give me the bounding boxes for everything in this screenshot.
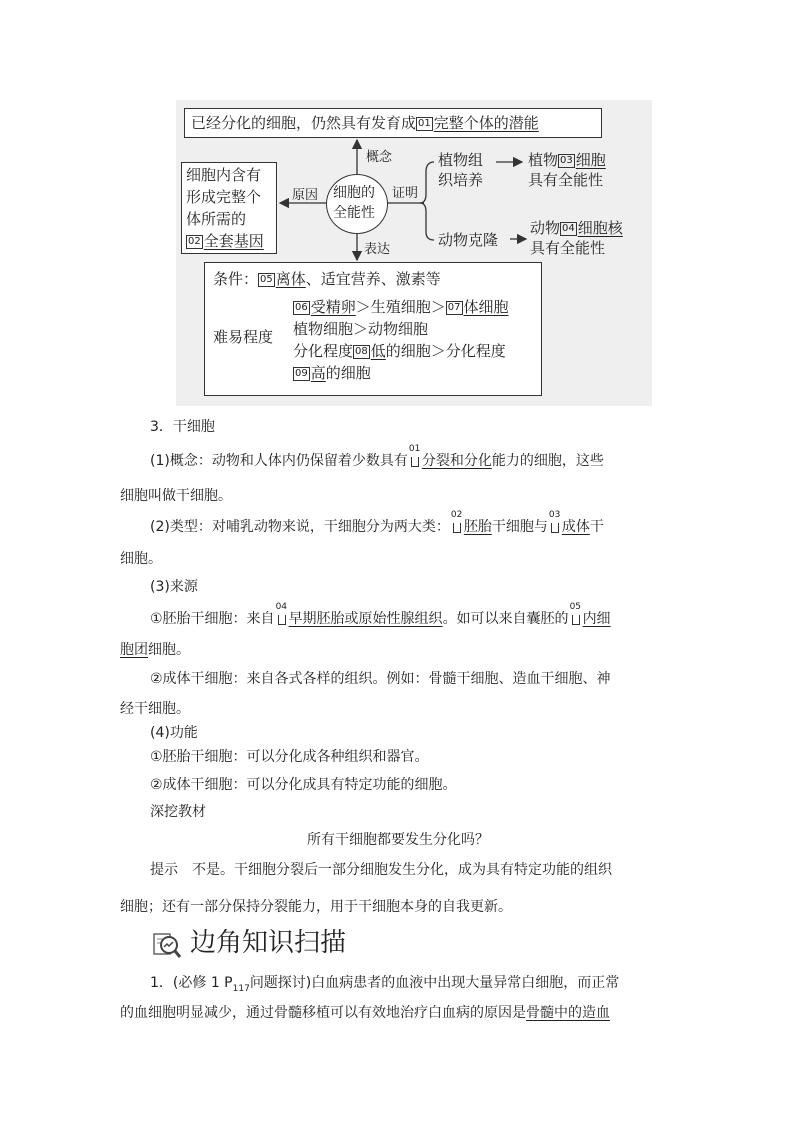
- expression-box: [204, 262, 542, 396]
- item-1-pre: 1．(必修 1 P: [150, 975, 233, 991]
- paragraph-concept-line2: 细胞叫做干细胞。: [120, 488, 232, 504]
- label-reason: 原因: [292, 188, 319, 203]
- condition-label: 条件：: [213, 270, 259, 288]
- blank-marker-04: [275, 602, 288, 625]
- item-1-post: 问题探讨)白血病患者的血液中出现大量异常白细胞，而正常: [249, 975, 620, 991]
- reason-line2: 形成完整个: [186, 188, 262, 206]
- blank-marker-01-number: 01: [408, 444, 421, 454]
- source-embryo-line2-post: 细胞。: [148, 642, 190, 658]
- item-1-line2: [120, 1004, 676, 1022]
- blank-marker-01: [408, 444, 421, 467]
- difficulty-answer-06: 受精卵: [310, 298, 356, 316]
- condition-answer: 离体: [275, 270, 306, 288]
- blank-number-09: 09: [295, 368, 308, 379]
- paragraph-source-embryo: [150, 602, 706, 628]
- plant-result-pre: 植物: [528, 151, 559, 169]
- difficulty-row4-post: 的细胞: [325, 364, 371, 382]
- blank-marker-02: [450, 510, 463, 533]
- paragraph-function-adult: ②成体干细胞：可以分化成具有特定功能的细胞。: [150, 777, 457, 793]
- difficulty-row1-mid: ＞生殖细胞＞: [355, 298, 446, 316]
- center-line2: 全能性: [333, 205, 375, 221]
- label-proof: 证明: [392, 186, 419, 201]
- difficulty-row3-post: 的细胞＞分化程度: [385, 342, 506, 360]
- difficulty-answer-08: 低: [370, 342, 386, 360]
- reason-box: [181, 162, 277, 254]
- concept-answer-text: 分裂和分化: [421, 453, 492, 469]
- paragraph-concept: [150, 444, 706, 470]
- concept-post: 能力的细胞，这些: [491, 453, 604, 469]
- paragraph-types-line2: 细胞。: [120, 551, 162, 567]
- concept-pre: (1)概念：动物和人体内仍保留着少数具有: [150, 453, 408, 469]
- magnifier-chart-icon: [152, 930, 182, 960]
- answer-line1: 提示 不是。干细胞分裂后一部分细胞发生分化，成为具有特定功能的组织: [150, 862, 612, 878]
- answer-line2: 细胞；还有一部分保持分裂能力，用于干细胞本身的自我更新。: [120, 899, 512, 915]
- types-post: 干: [589, 519, 604, 535]
- blank-number-05: 05: [260, 274, 273, 285]
- item-1-page-subscript: 117: [232, 983, 250, 994]
- types-mid: 干细胞与: [491, 519, 548, 535]
- blank-marker-04-number: 04: [275, 602, 288, 612]
- blank-number-02: 02: [188, 236, 201, 247]
- section-3-title: 3．干细胞: [150, 419, 215, 435]
- blank-number-07: 07: [447, 302, 461, 313]
- animal-result-pre: 动物: [530, 219, 561, 237]
- section-heading: 边角知识扫描: [190, 928, 347, 958]
- item-1-line1: [150, 974, 706, 998]
- blank-marker-03: [548, 510, 561, 533]
- center-circle: [326, 174, 388, 234]
- blank-marker-02-number: 02: [450, 510, 463, 520]
- paragraph-source-title: (3)来源: [150, 579, 198, 595]
- source-embryo-answer: 早期胚胎或原始性腺组织: [288, 611, 443, 627]
- types-answer-adult: 成体: [561, 519, 590, 535]
- paragraph-function-embryo: ①胚胎干细胞：可以分化成各种组织和器官。: [150, 749, 429, 765]
- paragraph-source-adult-line2: 经干细胞。: [120, 701, 190, 717]
- paragraph-source-adult: ②成体干细胞：来自各式各样的组织。例如：骨髓干细胞、造血干细胞、神: [150, 671, 611, 687]
- source-icm-answer-part2: 胞团: [120, 642, 148, 658]
- blank-number-01: 01: [418, 118, 431, 129]
- blank-number-04: 04: [562, 223, 575, 234]
- animal-result-line2: 具有全能性: [530, 239, 606, 257]
- plant-result-line2: 具有全能性: [528, 171, 604, 189]
- dig-textbook-label: 深挖教材: [150, 804, 206, 820]
- blank-number-03: 03: [560, 155, 573, 166]
- blank-marker-05-number: 05: [569, 602, 582, 612]
- question: 所有干细胞都要发生分化吗？: [307, 832, 489, 848]
- difficulty-answer-09: 高: [310, 364, 326, 382]
- paragraph-types: [150, 510, 706, 536]
- animal-method: 动物克隆: [438, 231, 499, 249]
- difficulty-answer-07: 体细胞: [463, 298, 509, 316]
- totipotency-diagram: [176, 100, 652, 406]
- blank-number-06: 06: [295, 302, 308, 313]
- concept-box: [184, 108, 602, 138]
- source-embryo-mid: 。如可以来自囊胚的: [442, 611, 569, 627]
- item-1-line2-pre: 的血细胞明显减少，通过骨髓移植可以有效地治疗白血病的原因是: [120, 1005, 526, 1021]
- reason-answer: 全套基因: [203, 232, 264, 250]
- label-concept: 概念: [366, 150, 393, 165]
- paragraph-source-embryo-line2: [120, 641, 676, 659]
- center-line1: 细胞的: [333, 185, 375, 201]
- reason-line1: 细胞内含有: [186, 166, 262, 184]
- types-answer-embryo: 胚胎: [463, 519, 492, 535]
- paragraph-function-title: (4)功能: [150, 725, 198, 741]
- blank-marker-05: [569, 602, 582, 625]
- label-express: 表达: [364, 242, 391, 257]
- difficulty-label: 难易程度: [213, 328, 274, 346]
- plant-method-line2: 织培养: [438, 171, 484, 189]
- difficulty-row3-pre: 分化程度: [293, 342, 354, 360]
- plant-method-line1: 植物组: [438, 151, 484, 169]
- reason-line3: 体所需的: [186, 210, 247, 228]
- concept-answer: 完整个体的潜能: [433, 114, 539, 132]
- item-1-answer: 骨髓中的造血: [526, 1005, 610, 1021]
- types-pre: (2)类型：对哺乳动物来说，干细胞分为两大类：: [150, 519, 450, 535]
- source-icm-answer-part1: 内细: [582, 611, 611, 627]
- plant-answer: 细胞: [575, 151, 606, 169]
- difficulty-row2: 植物细胞＞动物细胞: [293, 320, 429, 338]
- source-embryo-pre: ①胚胎干细胞：来自: [150, 611, 275, 627]
- concept-text: 已经分化的细胞，仍然具有发育成: [191, 114, 417, 132]
- condition-post: 、适宜营养、激素等: [305, 270, 441, 288]
- blank-marker-03-number: 03: [548, 510, 561, 520]
- animal-answer: 细胞核: [577, 219, 623, 237]
- blank-number-08: 08: [355, 346, 368, 357]
